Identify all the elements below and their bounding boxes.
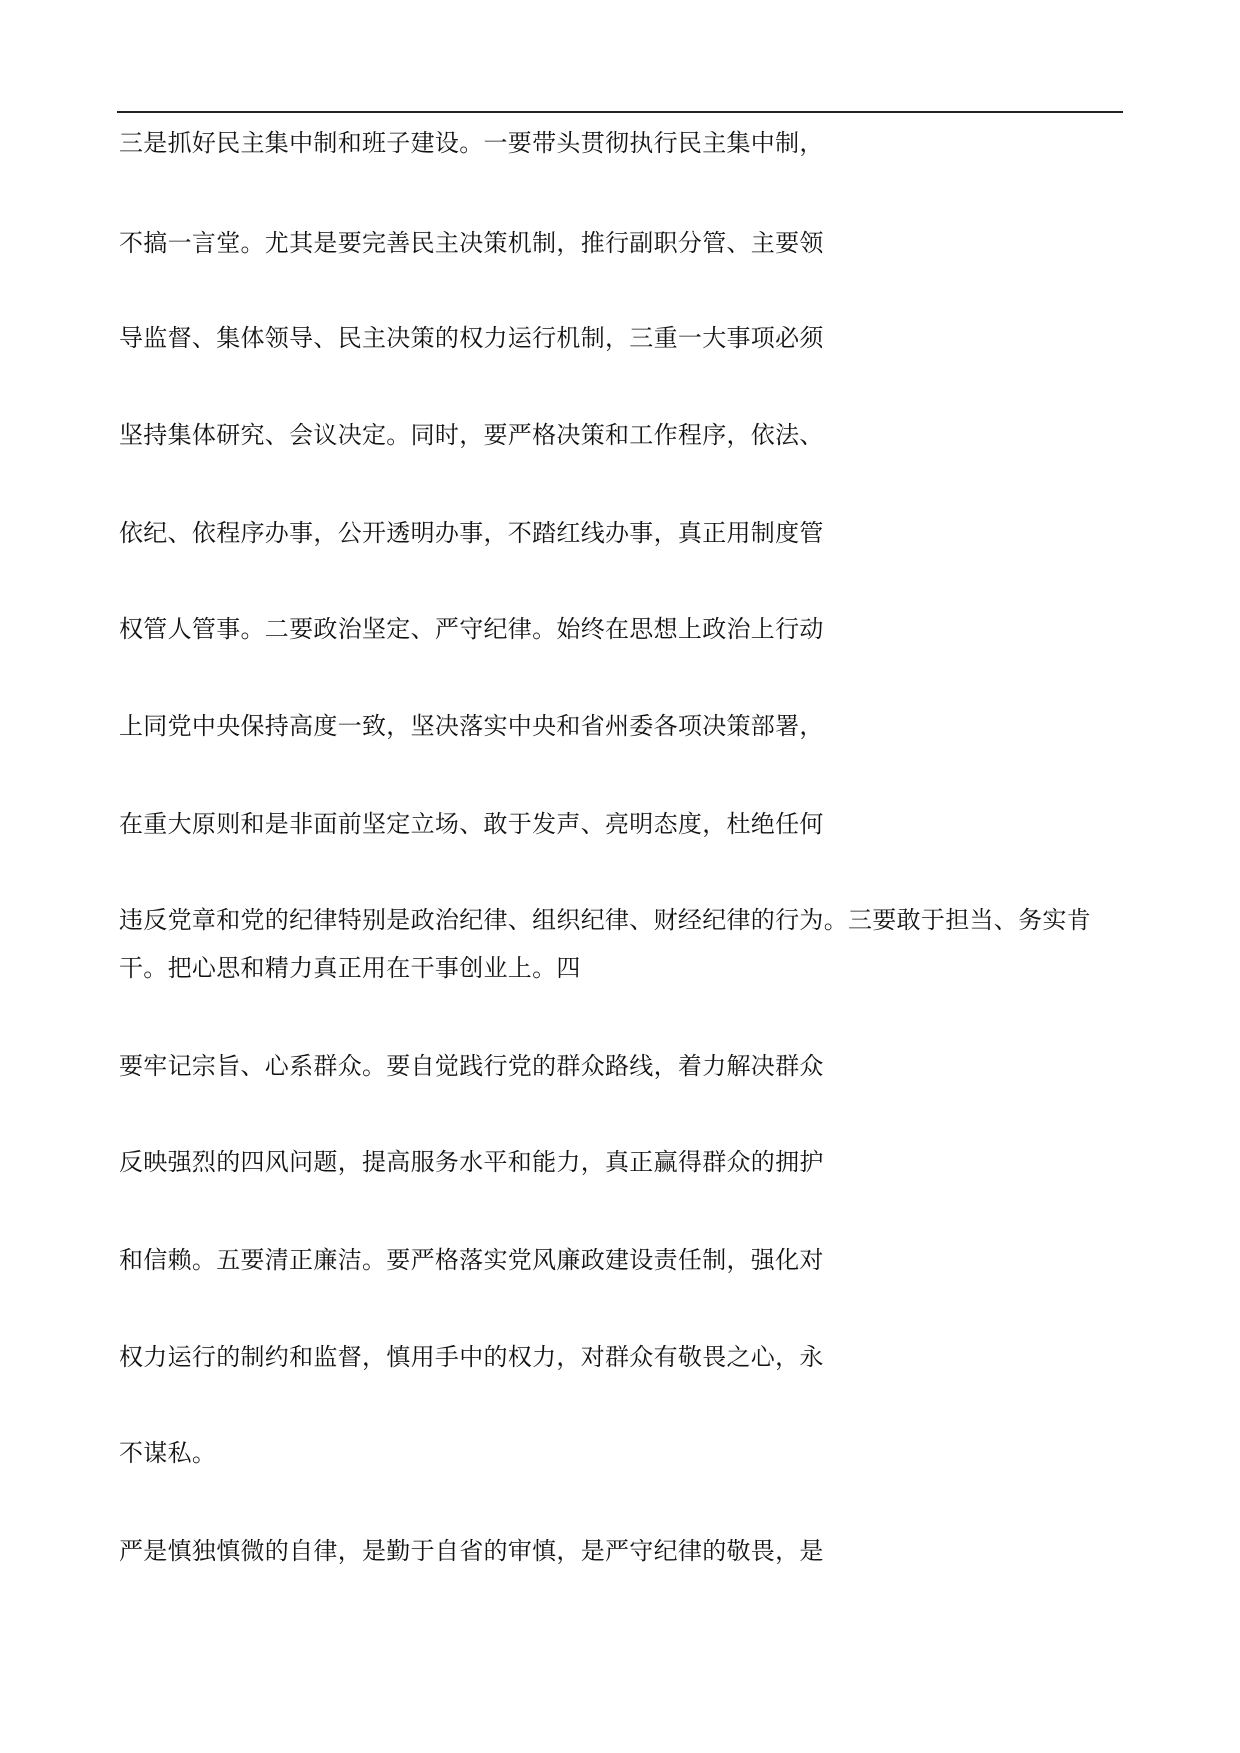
text-line: 权力运行的制约和监督，慎用手中的权力，对群众有敬畏之心，永 [119, 1343, 824, 1371]
text-line: 不搞一言堂。尤其是要完善民主决策机制，推行副职分管、主要领 [119, 229, 824, 257]
text-line: 坚持集体研究、会议决定。同时，要严格决策和工作程序，依法、 [119, 421, 824, 449]
text-line: 依纪、依程序办事，公开透明办事，不踏红线办事，真正用制度管 [119, 519, 824, 547]
text-line: 导监督、集体领导、民主决策的权力运行机制，三重一大事项必须 [119, 324, 824, 352]
text-line: 和信赖。五要清正廉洁。要严格落实党风廉政建设责任制，强化对 [119, 1246, 824, 1274]
text-line: 权管人管事。二要政治坚定、严守纪律。始终在思想上政治上行动 [119, 615, 824, 643]
text-line: 违反党章和党的纪律特别是政治纪律、组织纪律、财经纪律的行为。三要敢于担当、务实肯 [119, 906, 1091, 934]
text-line: 干。把心思和精力真正用在干事创业上。四 [119, 954, 581, 982]
text-line: 上同党中央保持高度一致，坚决落实中央和省州委各项决策部署， [119, 712, 824, 740]
text-line: 要牢记宗旨、心系群众。要自觉践行党的群众路线，着力解决群众 [119, 1052, 824, 1080]
text-line: 在重大原则和是非面前坚定立场、敢于发声、亮明态度，杜绝任何 [119, 810, 824, 838]
header-rule [117, 111, 1123, 113]
text-line: 反映强烈的四风问题，提高服务水平和能力，真正赢得群众的拥护 [119, 1148, 824, 1176]
text-line: 三是抓好民主集中制和班子建设。一要带头贯彻执行民主集中制， [119, 129, 824, 157]
text-line: 不谋私。 [119, 1439, 217, 1467]
text-line: 严是慎独慎微的自律，是勤于自省的审慎，是严守纪律的敬畏，是 [119, 1537, 824, 1565]
